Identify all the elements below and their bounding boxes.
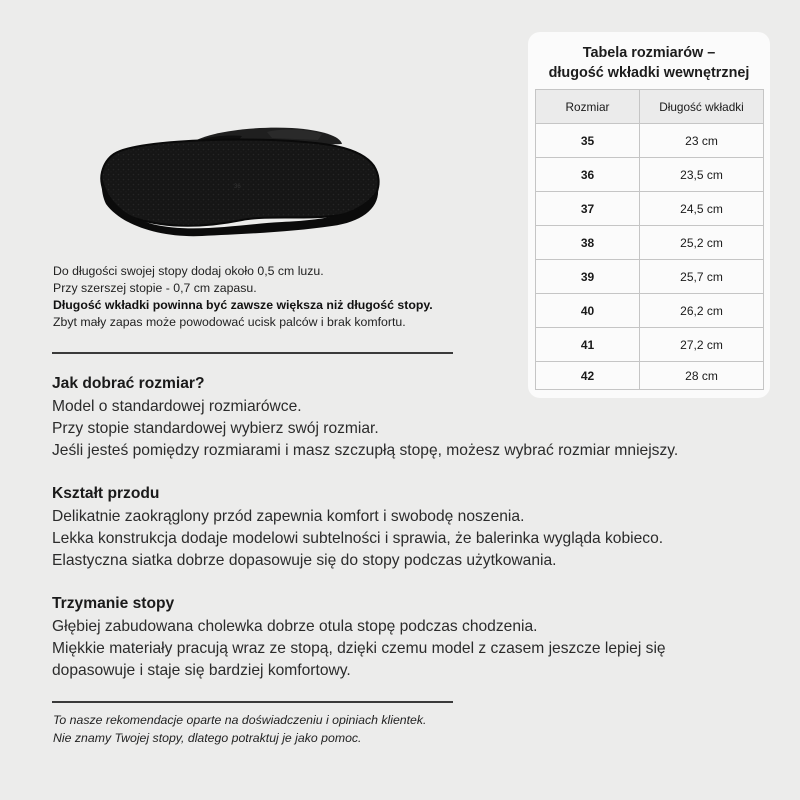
size-cell: 40 <box>536 294 640 328</box>
length-cell: 27,2 cm <box>640 328 764 362</box>
length-cell: 26,2 cm <box>640 294 764 328</box>
svg-text:36: 36 <box>234 184 241 190</box>
size-cell: 35 <box>536 124 640 158</box>
title-line: długość wkładki wewnętrznej <box>548 65 750 81</box>
divider <box>52 352 453 354</box>
size-table <box>535 89 764 390</box>
size-chart-card <box>528 32 770 398</box>
length-cell: 28 cm <box>640 362 764 390</box>
table-row <box>536 124 764 158</box>
length-cell: 25,2 cm <box>640 226 764 260</box>
table-row <box>536 362 764 390</box>
section-foot-hold <box>52 593 666 682</box>
length-cell: 25,7 cm <box>640 260 764 294</box>
section-line: Delikatnie zaokrąglony przód zapewnia komfort i swobodę noszenia. <box>52 508 525 525</box>
section-title: Trzymanie stopy <box>52 595 175 612</box>
note-line: Do długości swojej stopy dodaj około 0,5 cm luzu. <box>53 264 324 278</box>
table-row <box>536 226 764 260</box>
note-line: Przy szerszej stopie - 0,7 cm zapasu. <box>53 281 257 295</box>
note-line: Zbyt mały zapas może powodować ucisk palców i brak komfortu. <box>53 315 406 329</box>
table-header-row <box>536 90 764 124</box>
size-chart-title <box>528 43 770 83</box>
disclaimer <box>53 711 426 747</box>
title-line: Tabela rozmiarów – <box>582 45 716 61</box>
size-cell: 36 <box>536 158 640 192</box>
size-cell: 42 <box>536 362 640 390</box>
table-row <box>536 192 764 226</box>
section-title: Kształt przodu <box>52 485 160 502</box>
size-cell: 39 <box>536 260 640 294</box>
section-toe-shape <box>52 483 663 572</box>
section-line: dopasowuje i staje się bardziej komfortowy. <box>52 662 351 679</box>
note-line-bold: Długość wkładki powinna być zawsze większa niż długość stopy. <box>53 298 433 312</box>
column-header-length: Długość wkładki <box>640 90 764 124</box>
divider <box>52 701 453 703</box>
table-row <box>536 294 764 328</box>
table-row <box>536 260 764 294</box>
size-cell: 38 <box>536 226 640 260</box>
section-line: Elastyczna siatka dobrze dopasowuje się do stopy podczas użytkowania. <box>52 552 557 569</box>
length-cell: 23,5 cm <box>640 158 764 192</box>
section-title: Jak dobrać rozmiar? <box>52 375 205 392</box>
length-cell: 24,5 cm <box>640 192 764 226</box>
section-line: Głębiej zabudowana cholewka dobrze otula stopę podczas chodzenia. <box>52 618 538 635</box>
size-cell: 37 <box>536 192 640 226</box>
column-header-size: Rozmiar <box>536 90 640 124</box>
section-line: Przy stopie standardowej wybierz swój rozmiar. <box>52 420 379 437</box>
fitting-note <box>53 263 433 331</box>
section-line: Model o standardowej rozmiarówce. <box>52 398 302 415</box>
disclaimer-line: To nasze rekomendacje oparte na doświadczeniu i opiniach klientek. <box>53 713 427 727</box>
shoe-sole-image <box>92 118 392 238</box>
section-line: Miękkie materiały pracują wraz ze stopą, dzięki czemu model z czasem jeszcze lepiej się <box>52 640 666 657</box>
size-cell: 41 <box>536 328 640 362</box>
section-line: Jeśli jesteś pomiędzy rozmiarami i masz szczupłą stopę, możesz wybrać rozmiar mniejszy. <box>52 442 679 459</box>
section-line: Lekka konstrukcja dodaje modelowi subtelności i sprawia, że balerinka wygląda kobieco. <box>52 530 664 547</box>
table-row <box>536 328 764 362</box>
disclaimer-line: Nie znamy Twojej stopy, dlatego potraktuj je jako pomoc. <box>53 731 362 745</box>
length-cell: 23 cm <box>640 124 764 158</box>
table-row <box>536 158 764 192</box>
